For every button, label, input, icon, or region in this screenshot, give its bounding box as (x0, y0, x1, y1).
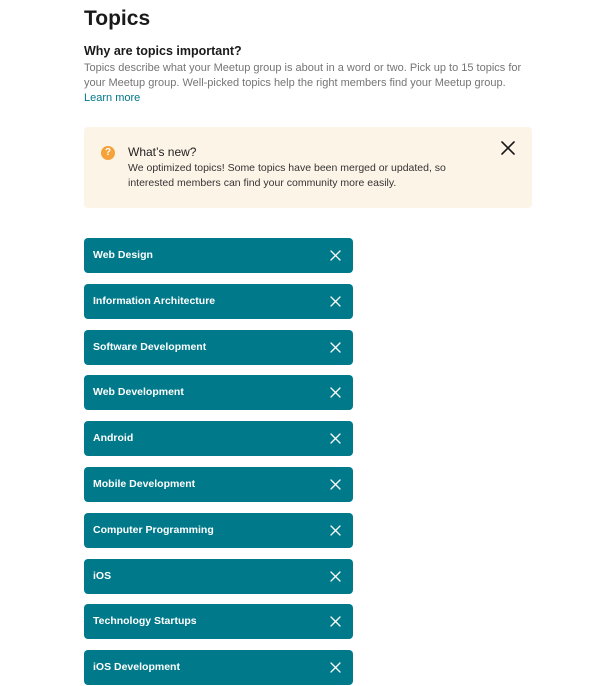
remove-topic-icon[interactable] (329, 249, 342, 262)
notice-title: What’s new? (128, 145, 197, 159)
remove-topic-icon[interactable] (329, 341, 342, 354)
topic-chip-label: Web Design (93, 249, 153, 261)
topic-chip[interactable] (84, 375, 353, 410)
remove-topic-icon[interactable] (329, 570, 342, 583)
selected-topics-list (84, 238, 353, 686)
topic-chip[interactable] (84, 559, 353, 594)
topic-chip[interactable] (84, 604, 353, 639)
whats-new-notice (84, 127, 532, 208)
topic-chip[interactable] (84, 330, 353, 365)
topic-chip-label: Web Development (93, 386, 184, 399)
close-icon-glyph (498, 138, 518, 158)
learn-more-link[interactable]: Learn more (84, 92, 141, 104)
topic-chip[interactable] (84, 238, 353, 273)
topic-chip[interactable] (84, 284, 353, 319)
notice-body: We optimized topics! Some topics have been merged or updated, so interested members can find your community more easily. (128, 162, 446, 189)
remove-topic-icon[interactable] (329, 295, 342, 308)
remove-topic-icon[interactable] (329, 478, 342, 491)
topic-chip-label: Android (93, 432, 134, 445)
why-topics-heading: Why are topics important? (84, 44, 242, 58)
question-circle-icon: ? (101, 146, 115, 160)
why-topics-description (84, 61, 534, 106)
topic-chip[interactable] (84, 421, 353, 456)
topic-chip-label: Mobile Development (93, 477, 196, 490)
close-icon[interactable] (498, 138, 518, 158)
topic-chip-label: Computer Programming (93, 523, 214, 536)
topic-chip[interactable] (84, 467, 353, 502)
topic-chip[interactable] (84, 513, 353, 548)
remove-topic-icon[interactable] (329, 661, 342, 674)
remove-topic-icon[interactable] (329, 386, 342, 399)
remove-topic-icon[interactable] (329, 524, 342, 537)
topic-chip-label: Information Architecture (93, 294, 216, 307)
topic-chip-label: iOS Development (93, 661, 180, 674)
topic-chip-label: Software Development (93, 340, 207, 353)
topic-chip[interactable] (84, 650, 353, 685)
remove-topic-icon[interactable] (329, 432, 342, 445)
why-topics-text: Topics describe what your Meetup group is about in a word or two. Pick up to 15 topics for your Meetup group. Well-picked topics help the right members find your Meetup group. (84, 62, 522, 89)
topic-chip-label: Technology Startups (93, 615, 197, 628)
page-title: Topics (84, 7, 151, 30)
topic-chip-label: iOS (93, 569, 112, 582)
remove-topic-icon[interactable] (329, 615, 342, 628)
